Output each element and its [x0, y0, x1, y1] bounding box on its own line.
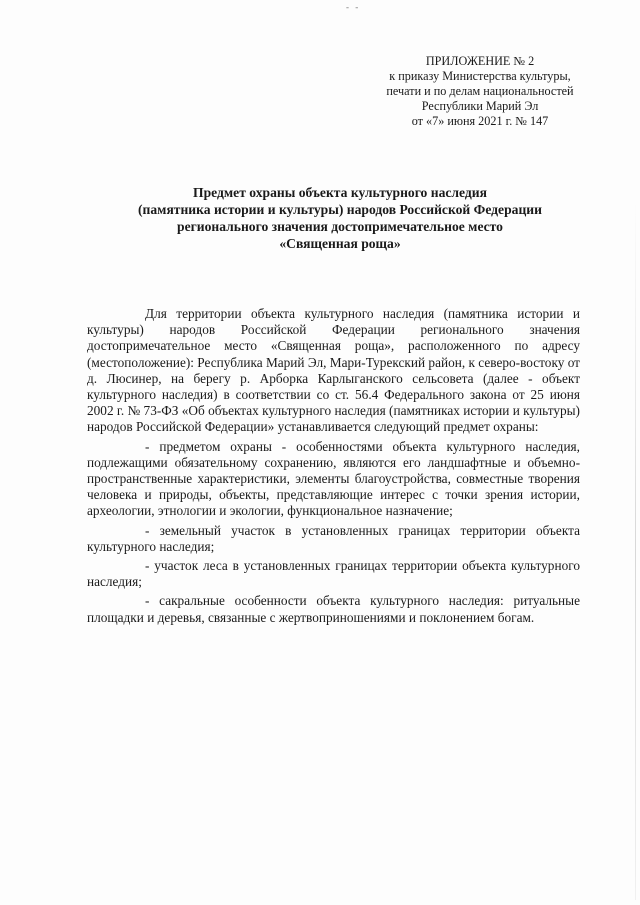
protection-item: - сакральные особенности объекта культурного наследия: ритуальные площадки и деревья, связанные с жертвоприношениями и поклонением богам.	[87, 593, 580, 625]
appendix-header	[360, 54, 600, 129]
document-title	[90, 184, 590, 252]
scan-mark: - -	[346, 2, 361, 12]
title-line-4: «Священная роща»	[279, 236, 401, 251]
appendix-ministry: печати и по делам национальностей	[386, 84, 574, 98]
appendix-number: ПРИЛОЖЕНИЕ № 2	[425, 54, 535, 68]
title-line-2: (памятника истории и культуры) народов Российской Федерации	[138, 202, 542, 217]
scan-edge-shadow	[635, 200, 636, 900]
appendix-republic: Республики Марий Эл	[421, 99, 539, 113]
protection-item: - предметом охраны - особенностями объекта культурного наследия, подлежащими обязательному сохранению, являются его ландшафтные и объемно-пространственные характеристики, элементы благоустройства, совместные творения человека и природы, объекты, представляющие интерес с точки зрения истории, археологии, этнологии и экологии, функциональное назначение;	[87, 438, 580, 519]
title-line-1: Предмет охраны объекта культурного наследия	[193, 185, 487, 200]
protection-item: - участок леса в установленных границах территории объекта культурного наследия;	[87, 558, 580, 590]
protection-item: - земельный участок в установленных границах территории объекта культурного наследия;	[87, 522, 580, 554]
document-body	[87, 306, 580, 626]
appendix-order-ref: к приказу Министерства культуры,	[389, 69, 571, 83]
title-line-3: регионального значения достопримечательное место	[177, 219, 503, 234]
intro-paragraph: Для территории объекта культурного наследия (памятника истории и культуры) народов Российской Федерации регионального значения достопримечательное место «Священная роща», расположенного по адресу (местоположение): Республика Марий Эл, Мари-Турекский район, к северо-востоку от д. Люсинер, на берегу р. Арборка Карлыганского сельсовета (далее - объект культурного наследия) в соответствии со ст. 56.4 Федерального закона от 25 июня 2002 г. № 73-ФЗ «Об объектах культурного наследия (памятниках истории и культуры) народов Российской Федерации» устанавливается следующий предмет охраны:	[87, 306, 580, 435]
appendix-date: от «7» июня 2021 г. № 147	[411, 114, 549, 128]
